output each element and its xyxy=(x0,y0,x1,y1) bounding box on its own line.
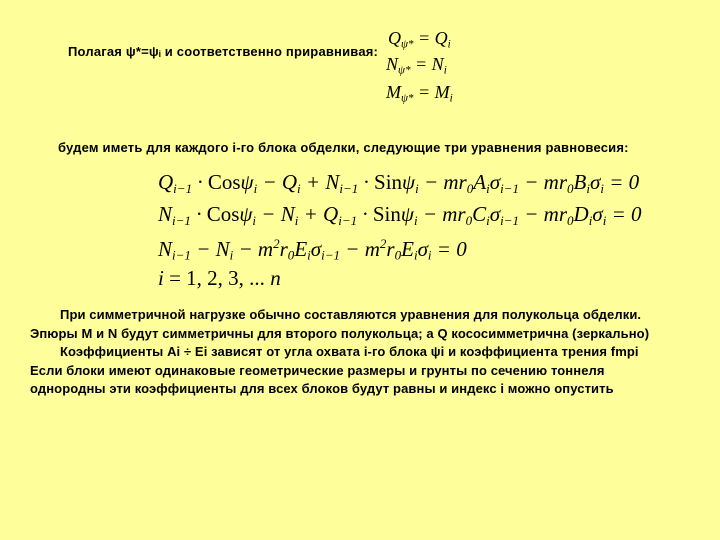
condition-n: $N_{\psi*} = N_i$ xyxy=(386,54,447,77)
condition-q: $Q_{\psi*} = Q_i$ xyxy=(388,28,451,51)
equation-1: $Q_{i-1} \cdot Cos\psi_i - Q_i + N_{i-1} \cdot Sin\psi_i - mr_0A_i\sigma_{i-1} - mr_0B_i\sigma_i = 0$ xyxy=(158,170,640,196)
intro-text: Полагая ψ*=ψᵢ и соответственно приравнивая: xyxy=(68,44,379,59)
explanation-paragraph xyxy=(30,306,710,399)
paragraph-line-2: Эпюры М и N будут симметричны для второго полукольца; а Q кососимметрична (зеркально) xyxy=(30,325,650,341)
equation-2: $N_{i-1} \cdot Cos\psi_i - N_i + Q_{i-1} \cdot Sin\psi_i - mr_0C_i\sigma_{i-1} - mr_0D_i\sigma_i = 0$ xyxy=(158,202,642,228)
paragraph-line-1: При симметричной нагрузке обычно составляются уравнения для полукольца обделки. xyxy=(60,307,642,322)
statement-text: будем иметь для каждого i-го блока обделки, следующие три уравнения равновесия: xyxy=(58,140,629,155)
paragraph-line-4: Если блоки имеют одинаковые геометрические размеры и грунты по сечению тоннеля xyxy=(30,362,605,378)
equation-3: $N_{i-1} - N_i - m^2r_0E_i\sigma_{i-1} - m^2r_0E_i\sigma_i = 0$ xyxy=(158,236,467,263)
paragraph-line-5: однородны эти коэффициенты для всех блоков будут равны и индекс i можно опустить xyxy=(30,381,614,397)
paragraph-line-3: Коэффициенты Ai ÷ Ei зависят от угла охвата i-го блока ψi и коэффициента трения fmpi xyxy=(60,344,639,360)
index-range: i = 1, 2, 3, ... n xyxy=(158,266,281,290)
condition-m: $M_{\psi*} = M_i$ xyxy=(386,82,453,105)
